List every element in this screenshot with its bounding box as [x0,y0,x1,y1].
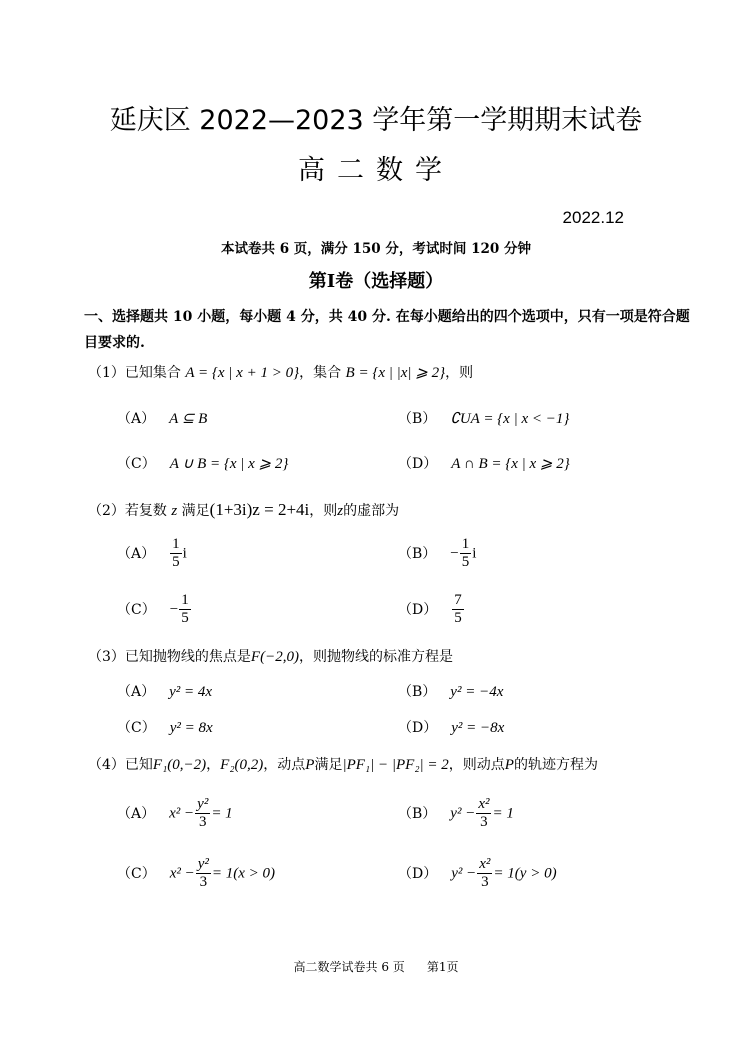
option-label: （D） [398,601,438,618]
question-number: （3） [88,649,125,665]
math-set-a: A = {x | x + 1 > 0} [185,365,300,381]
denominator: 3 [199,874,208,890]
option-1b[interactable] [398,408,569,428]
math-equation: (1+3i)z = 2+4i [209,500,310,519]
stem-text: 已知 [124,757,153,773]
fraction [179,592,191,627]
stem-text: ，动点 [263,757,306,773]
option-2a[interactable] [117,536,187,571]
question-1-stem [88,362,473,382]
option-4c[interactable] [117,856,275,891]
stem-text: ，集合 [299,365,342,381]
numerator: y² [197,796,209,812]
math-var: z [171,503,178,519]
stem-text: 满足 [314,757,343,773]
question-number: （1） [88,365,125,381]
option-label: （C） [117,456,156,472]
denominator: 5 [172,554,180,570]
page-number: 第1页 [426,960,459,974]
math-f2: F₂(0,2) [220,757,264,773]
exam-info: 本试卷共 6 页，满分 150 分，考试时间 120 分钟 [221,241,531,257]
footer-text: 高二数学试卷共 6 页 [293,960,405,974]
option-label: （D） [398,865,438,882]
option-math: A ⊆ B [169,411,208,427]
option-pre: y² − [451,865,477,882]
question-3-stem [88,646,453,666]
stem-text: 已知抛物线的焦点是 [124,649,251,665]
option-label: （D） [398,456,438,472]
option-1d[interactable] [398,453,570,473]
exam-title: 延庆区 2022—2023 学年第一学期期末试卷 [109,105,643,136]
stem-text: ，则抛物线的标准方程是 [298,649,453,665]
option-3a[interactable] [117,681,212,701]
option-suffix: i [182,545,187,562]
option-math: y² = 8x [169,720,213,736]
numerator: 7 [454,592,462,608]
stem-text: 若复数 [124,503,167,519]
option-suffix: i [472,545,477,562]
numerator: y² [197,856,209,872]
option-post: = 1(x > 0) [211,865,276,882]
fraction [477,856,492,891]
math-f1: F₁(0,−2) [152,757,207,773]
option-label: （C） [117,865,156,882]
option-3b[interactable] [398,681,503,701]
option-math: y² = 4x [169,684,213,700]
question-2-stem [88,500,399,520]
stem-text: 满足 [181,503,210,519]
option-label: （B） [398,545,437,562]
option-2d[interactable] [398,592,465,627]
fraction [452,592,464,627]
question-number: （2） [88,503,125,519]
denominator: 3 [481,874,489,890]
option-pre: y² − [450,805,476,822]
option-post: = 1(y > 0) [493,865,557,882]
option-label: （A） [117,545,156,562]
numerator: 1 [181,592,189,608]
stem-text: 已知集合 [124,365,181,381]
denominator: 5 [181,610,189,626]
stem-text: ，则动点 [448,757,505,773]
denominator: 3 [480,814,488,830]
page-footer [0,958,752,975]
option-2b[interactable] [398,536,476,571]
option-sign: − [169,601,179,618]
option-pre: x² − [169,865,195,882]
stem-text: 的虚部为 [343,503,400,519]
stem-text: 的轨迹方程为 [513,757,598,773]
option-1c[interactable] [117,453,288,473]
fraction [460,536,472,571]
part-title: 第Ⅰ卷（选择题） [308,271,444,292]
option-3c[interactable] [117,717,213,737]
option-3d[interactable] [398,717,504,737]
denominator: 5 [461,554,470,570]
fraction [195,796,210,831]
option-label: （B） [398,805,437,822]
option-post: = 1 [492,805,514,822]
option-pre: x² − [169,805,195,822]
section-instruction: 一、选择题共 10 小题，每小题 4 分，共 40 分. 在每小题给出的四个选项中，只有一项是符合题目要求的. [84,309,690,351]
option-math: A ∪ B = {x | x ⩾ 2} [169,456,289,472]
option-label: （D） [398,720,438,736]
option-label: （A） [117,805,156,822]
fraction [170,536,182,571]
option-label: （A） [117,411,156,427]
option-4b[interactable] [398,796,514,831]
option-math: y² = −4x [450,684,504,700]
option-math: A ∩ B = {x | x ⩾ 2} [451,456,570,472]
option-2c[interactable] [117,592,192,627]
exam-date: 2022.12 [562,208,624,227]
question-4-stem [88,754,598,774]
subject-title: 高二数学 [298,155,454,186]
option-math: y² = −8x [451,720,505,736]
option-1a[interactable] [117,408,207,428]
math-focus: F(−2,0) [250,649,299,665]
numerator: 1 [461,536,470,552]
numerator: 1 [172,536,180,552]
denominator: 5 [454,610,462,626]
option-label: （A） [117,684,156,700]
option-label: （C） [117,720,156,736]
stem-text: ，则 [445,365,474,381]
math-point: P [504,757,514,773]
math-point: P [305,757,315,773]
option-sign: − [450,545,459,562]
math-set-b: B = {x | |x| ⩾ 2} [345,365,446,381]
fraction [476,796,491,831]
stem-text: ， [206,757,221,773]
option-label: （B） [398,684,437,700]
question-number: （4） [88,757,125,773]
math-var: z [337,503,344,519]
denominator: 3 [198,814,207,830]
option-label: （B） [398,411,437,427]
fraction [196,856,211,891]
math-condition: |PF₁| − |PF₂| = 2 [342,757,449,773]
option-4d[interactable] [398,856,557,891]
numerator: x² [478,796,490,812]
numerator: x² [479,856,491,872]
option-label: （C） [117,601,156,618]
option-4a[interactable] [117,796,233,831]
option-post: = 1 [211,805,233,822]
option-math: ∁UA = {x | x < −1} [450,411,570,427]
stem-text: ，则 [309,503,338,519]
